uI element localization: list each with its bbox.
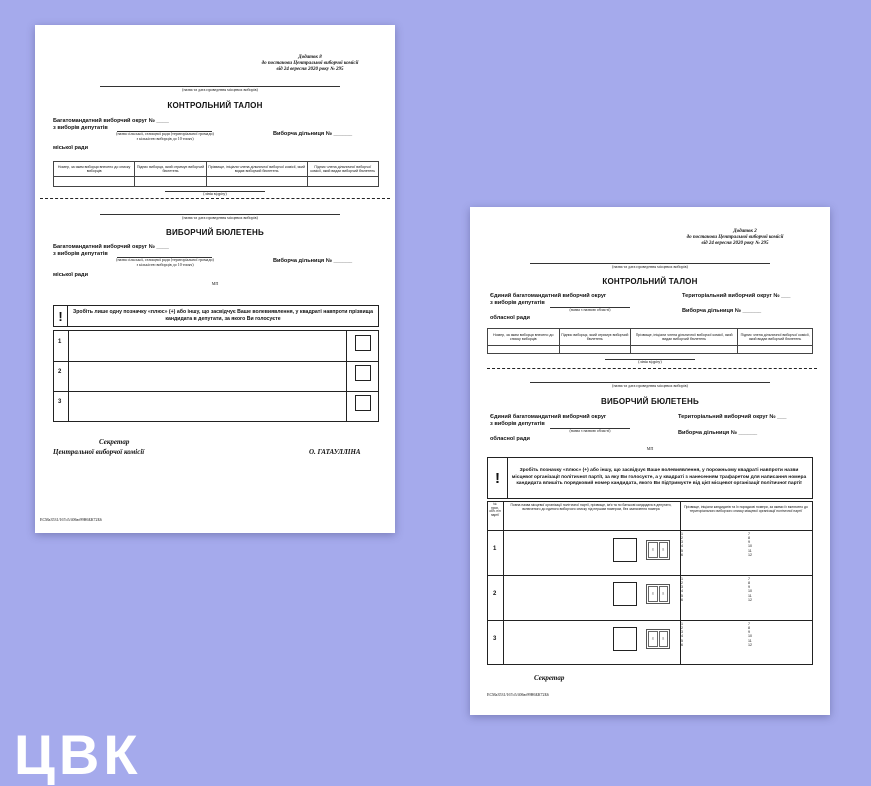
- row-number: 1: [493, 546, 497, 552]
- stub-col-4: Підпис члена дільничної виборчої комісії, який видає виборчий бюлетень: [738, 329, 813, 346]
- stub-council-word: міської ради: [53, 145, 89, 151]
- stub-council-caption: (назва з назвою області): [569, 307, 611, 312]
- stub-col-3: Прізвище, ініціали члена дільничної виборчої комісії, який видає виборчий бюлетень: [631, 329, 738, 346]
- secretary-name: О. ГАТАУЛЛІНА: [309, 448, 361, 456]
- ballot-territorial: Територіальний виборчий округ № ___: [678, 414, 787, 420]
- ballot-deputies: з виборів депутатів: [490, 421, 545, 427]
- stub-col-3: Прізвище, ініціали члена дільничної виборчої комісії, який видає виборчий бюлетень: [206, 162, 307, 177]
- row-number: 2: [58, 369, 62, 375]
- stub-district: Багатомандатний виборчий округ № ____: [53, 118, 169, 124]
- stub-deputies: з виборів депутатів: [53, 125, 108, 131]
- stub-district: Єдиний багатомандатний виборчий округ: [490, 293, 607, 299]
- annex-label: Додаток 8: [298, 55, 322, 60]
- secretary-role: Секретар: [99, 438, 130, 446]
- party-checkbox[interactable]: [613, 627, 637, 651]
- exclamation-icon: !: [488, 458, 508, 498]
- resolution-line: до постанови Центральної виборчої комісії: [686, 235, 784, 240]
- stub-col-4: Підпис члена дільничної виборчої комісії, який видає виборчий бюлетень: [307, 162, 379, 177]
- candidate-number-stencil[interactable]: 8 8: [646, 629, 670, 649]
- secretary-role: Секретар: [534, 674, 565, 682]
- candidate-numbers-right: 7 8 9 10 11 12: [748, 577, 752, 602]
- candidate-numbers-right: 7 8 9 10 11 12: [748, 622, 752, 647]
- ballot-sheet-left: [35, 25, 395, 533]
- candidate-grid: [53, 330, 379, 422]
- resolution-date: від 24 вересня 2020 року № 295: [276, 67, 344, 72]
- vote-checkbox[interactable]: [355, 335, 371, 351]
- cut-caption: (лінія відрізу): [638, 359, 662, 364]
- ballot-council-caption: (назва з назвою області): [569, 428, 611, 433]
- stub-territorial: Територіальний виборчий округ № ___: [682, 293, 791, 299]
- ballot-code: ЕСМа3531/167о5/406ю99Н6БК72Б6: [40, 517, 102, 522]
- ballot-district: Багатомандатний виборчий округ № ____: [53, 244, 169, 250]
- seal-mark: МП: [646, 446, 654, 451]
- candidate-numbers-left: 1 2 3 4 5 6: [681, 577, 683, 602]
- header-num: № прох. обл. п/п партії: [489, 502, 501, 518]
- annex-label: Додаток 2: [733, 229, 757, 234]
- candidate-numbers-right: 7 8 9 10 11 12: [748, 532, 752, 557]
- ballot-elections-caption: (назва та дата проведення місцевих виборів): [182, 215, 258, 220]
- ballot-district: Єдиний багатомандатний виборчий округ: [490, 414, 607, 420]
- stub-deputies: з виборів депутатів: [490, 300, 545, 306]
- exclamation-icon: !: [54, 306, 68, 326]
- vote-checkbox[interactable]: [355, 365, 371, 381]
- cut-line: [487, 368, 817, 369]
- vote-checkbox[interactable]: [355, 395, 371, 411]
- candidate-numbers-left: 1 2 3 4 5 6: [681, 532, 683, 557]
- stub-title: КОНТРОЛЬНИЙ ТАЛОН: [602, 277, 698, 286]
- row-number: 3: [58, 399, 62, 405]
- elections-caption: (назва та дата проведення місцевих виборів): [612, 264, 688, 269]
- stub-col-2: Підпис виборця, який отримує виборчий бюлетень: [559, 329, 631, 346]
- instruction-box: [487, 457, 813, 499]
- stub-station: Виборча дільниця № ______: [682, 308, 762, 314]
- stub-col-1: Номер, за яким виборця внесено до списку виборців: [54, 162, 135, 177]
- ballot-station: Виборча дільниця № ______: [273, 258, 353, 264]
- candidate-number-stencil[interactable]: 8 8: [646, 540, 670, 560]
- resolution-line: до постанови Центральної виборчої комісії: [261, 61, 359, 66]
- stub-col-1: Номер, за яким виборця внесено до списку виборців: [488, 329, 560, 346]
- secretary-body: Центральної виборчої комісії: [53, 448, 145, 456]
- stub-council-word: обласної ради: [490, 315, 530, 321]
- stub-council-caption: (назва сільської, селищної ради (територіальної громади) з кількістю виборців до 10 тисяч): [116, 131, 214, 141]
- cut-caption: (лінія відрізу): [203, 191, 227, 196]
- cut-line: [40, 198, 390, 199]
- ballot-council-caption: (назва сільської, селищної ради (територіальної громади) з кількістю виборців до 10 тисяч): [116, 257, 214, 267]
- party-checkbox[interactable]: [613, 582, 637, 606]
- ballot-council-word: обласної ради: [490, 436, 530, 442]
- instruction-text: Зробіть позначку «плюс» (+) або іншу, що засвідчує Ваше волевиявлення, у порожньому квадраті навпроти назви місцевої організації політичної партії, за яку Ви голосуєте, а у квадраті з нанесенням трафаретом для написання номера кандидата впишіть порядковий номер кандидата, якого Ви підтримуєте від цієї місцевої організації політичної партії: [511, 468, 807, 487]
- row-number: 1: [58, 339, 62, 345]
- instruction-text: Зробіть лише одну позначку «плюс» (+) або іншу, що засвідчує Ваше волевиявлення, у квадраті навпроти прізвища кандидата в депутати, за якого Ви голосуєте: [73, 309, 373, 322]
- row-number: 2: [493, 591, 497, 597]
- ballot-sheet-right: [470, 207, 830, 715]
- stub-table: [487, 328, 813, 354]
- ballot-council-word: міської ради: [53, 272, 89, 278]
- ballot-title: ВИБОРЧИЙ БЮЛЕТЕНЬ: [166, 228, 264, 237]
- ballot-code: ЕСМа3531/167о5/406ю99Н6БК72Б6: [487, 692, 549, 697]
- stub-title: КОНТРОЛЬНИЙ ТАЛОН: [167, 101, 263, 110]
- stub-station: Виборча дільниця № ______: [273, 131, 353, 137]
- header-candidates: Прізвище, ініціали кандидатів та їх порядкові номери, за якими їх включено до територіального виборчого списку місцевої організації політичної партії: [684, 505, 808, 514]
- elections-caption: (назва та дата проведення місцевих виборів): [182, 87, 258, 92]
- ballot-deputies: з виборів депутатів: [53, 251, 108, 257]
- candidate-numbers-left: 1 2 3 4 5 6: [681, 622, 683, 647]
- ballot-station: Виборча дільниця № ______: [678, 430, 758, 436]
- row-number: 3: [493, 636, 497, 642]
- stub-table: [53, 161, 379, 187]
- party-checkbox[interactable]: [613, 538, 637, 562]
- instruction-box: [53, 305, 379, 327]
- cvk-watermark: ЦВК: [14, 723, 142, 786]
- candidate-number-stencil[interactable]: 8 8: [646, 584, 670, 604]
- resolution-date: від 24 вересня 2020 року № 295: [701, 241, 769, 246]
- ballot-title: ВИБОРЧИЙ БЮЛЕТЕНЬ: [601, 397, 699, 406]
- header-party: Повна назва місцевої організації політичної партії, прізвище, ім'я та по батькові кандидата в депутати, включеного до єдиного виборчого списку під першим номером, без зазначення номера: [510, 503, 672, 512]
- ballot-elections-caption: (назва та дата проведення місцевих виборів): [612, 383, 688, 388]
- stub-col-2: Підпис виборця, який отримує виборчий бюлетень: [135, 162, 207, 177]
- seal-mark: МП: [211, 281, 219, 286]
